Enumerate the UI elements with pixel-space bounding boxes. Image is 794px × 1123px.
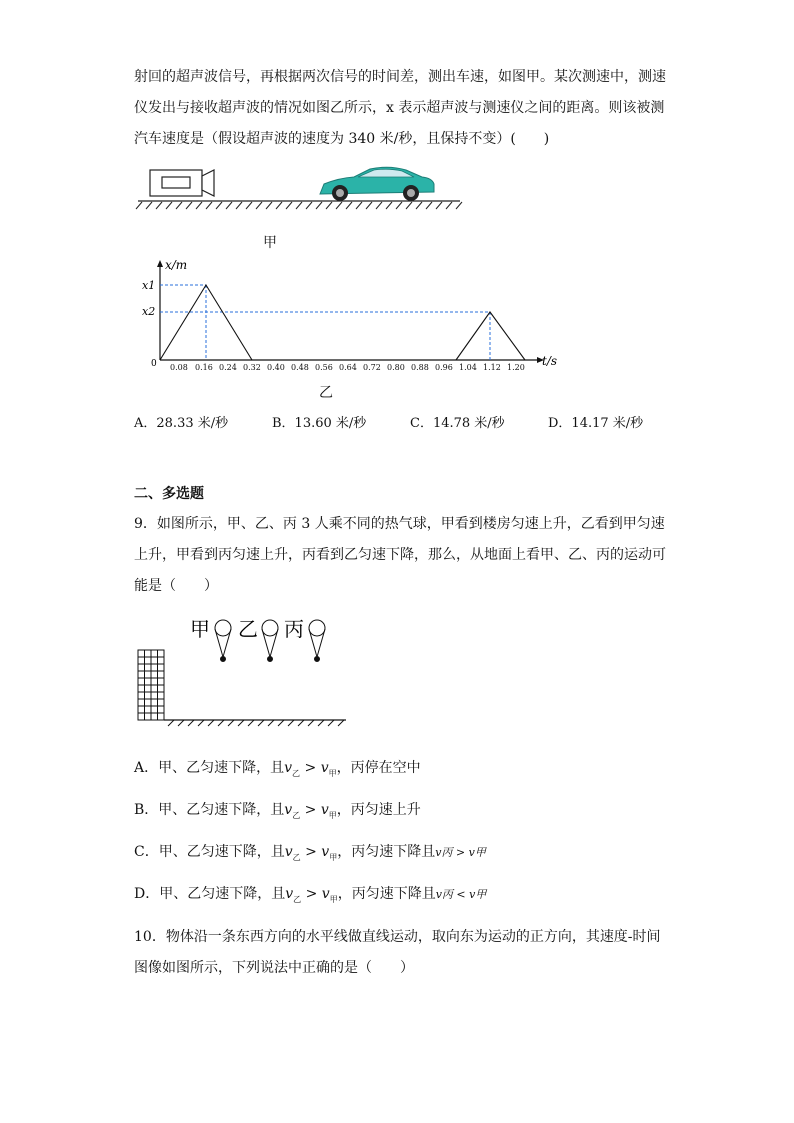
speed-gun-car-figure: [134, 162, 464, 212]
car-icon: [320, 167, 434, 201]
section-title: 二、多选题: [134, 486, 204, 502]
x-tick-label: 0.24: [219, 363, 237, 372]
sub: 甲: [329, 852, 338, 862]
q9-line-3: 能是（ ）: [134, 578, 218, 594]
op: >: [301, 886, 322, 902]
q8-option-b[interactable]: B．13.60 米/秒: [272, 416, 367, 431]
var: v: [285, 886, 294, 902]
x-tick-label: 0.16: [195, 363, 213, 372]
q9-option-a[interactable]: [134, 758, 421, 784]
var: v: [321, 886, 330, 902]
sub: 乙: [293, 894, 302, 904]
q10-line-1: 10．物体沿一条东西方向的水平线做直线运动，取向东为运动的正方向，其速度-时间: [134, 929, 661, 945]
option-text: A．甲、乙匀速下降，且: [134, 760, 285, 776]
balloon-label-yi: 乙: [238, 617, 258, 641]
op: >: [300, 760, 321, 776]
balloon-icon: [262, 620, 278, 662]
q8-line-1: 射回的超声波信号，再根据两次信号的时间差，测出车速，如图甲。某次测速中，测速: [134, 69, 666, 85]
sub: 乙: [292, 810, 301, 820]
q8-option-a[interactable]: A．28.33 米/秒: [134, 416, 229, 431]
q8-option-c[interactable]: C．14.78 米/秒: [410, 416, 505, 431]
op: >: [300, 802, 321, 818]
xt-graph: [140, 255, 570, 380]
x-tick-label: 0.48: [291, 363, 309, 372]
balloon-label-bing: 丙: [284, 617, 304, 641]
q8-option-d[interactable]: D．14.17 米/秒: [548, 416, 644, 431]
option-text: ，丙停在空中: [336, 760, 421, 776]
sub: 甲: [328, 768, 337, 778]
x-tick-label: 0.56: [315, 363, 333, 372]
sub: 甲: [329, 894, 338, 904]
y-tick-x2: x2: [142, 305, 156, 318]
option-text: D．甲、乙匀速下降，且: [134, 886, 286, 902]
condition: v丙 > v甲: [435, 846, 486, 859]
var: v: [284, 844, 293, 860]
figure-caption-yi: 乙: [319, 385, 333, 401]
option-text: C．甲、乙匀速下降，且: [134, 844, 285, 860]
y-axis-label: x/m: [165, 258, 188, 272]
op: >: [300, 844, 322, 860]
balloon-icon: [309, 620, 325, 662]
q9-option-d[interactable]: [134, 884, 486, 910]
q8-line-2: 仪发出与接收超声波的情况如图乙所示，x 表示超声波与测速仪之间的距离。则该被测: [134, 100, 665, 116]
sub: 甲: [328, 810, 337, 820]
balloon-icon: [215, 620, 231, 662]
x-tick-label: 0.08: [170, 363, 188, 372]
x-tick-label: 1.04: [459, 363, 477, 372]
q9-option-c[interactable]: [134, 842, 486, 868]
q10-line-2: 图像如图所示，下列说法中正确的是（ ）: [134, 960, 414, 976]
x-tick-label: 0.96: [435, 363, 453, 372]
x-tick-label: 0.72: [363, 363, 381, 372]
figure-caption-jia: 甲: [263, 235, 277, 251]
balloons-figure: [134, 612, 349, 727]
option-text: ，丙匀速上升: [336, 802, 421, 818]
var: v: [320, 802, 329, 818]
origin-label: 0: [151, 359, 157, 369]
sub: 乙: [292, 852, 301, 862]
q9-line-1: 9．如图所示，甲、乙、丙 3 人乘不同的热气球，甲看到楼房匀速上升，乙看到甲匀速: [134, 516, 665, 532]
x-tick-label: 0.80: [387, 363, 405, 372]
q9-option-b[interactable]: [134, 800, 421, 826]
option-text: B．甲、乙匀速下降，且: [134, 802, 285, 818]
condition: v丙 < v甲: [435, 888, 487, 901]
var: v: [320, 760, 329, 776]
x-tick-label: 0.88: [411, 363, 429, 372]
sub: 乙: [292, 768, 301, 778]
x-tick-label: 1.12: [483, 363, 501, 372]
x-tick-label: 1.20: [507, 363, 525, 372]
x-tick-label: 0.40: [267, 363, 285, 372]
x-tick-label: 0.64: [339, 363, 357, 372]
q9-line-2: 上升，甲看到丙匀速上升，丙看到乙匀速下降，那么，从地面上看甲、乙、丙的运动可: [134, 547, 666, 563]
var: v: [321, 844, 330, 860]
x-tick-label: 0.32: [243, 363, 261, 372]
option-text: ，丙匀速下降且: [337, 844, 436, 860]
var: v: [284, 802, 293, 818]
var: v: [284, 760, 293, 776]
building-icon: [138, 650, 164, 720]
y-tick-x1: x1: [142, 279, 156, 292]
q8-line-3: 汽车速度是（假设超声波的速度为 340 米/秒，且保持不变）( ): [134, 131, 550, 147]
option-text: ，丙匀速下降且: [337, 886, 436, 902]
balloon-label-jia: 甲: [190, 617, 210, 641]
x-axis-label: t/s: [542, 354, 558, 368]
